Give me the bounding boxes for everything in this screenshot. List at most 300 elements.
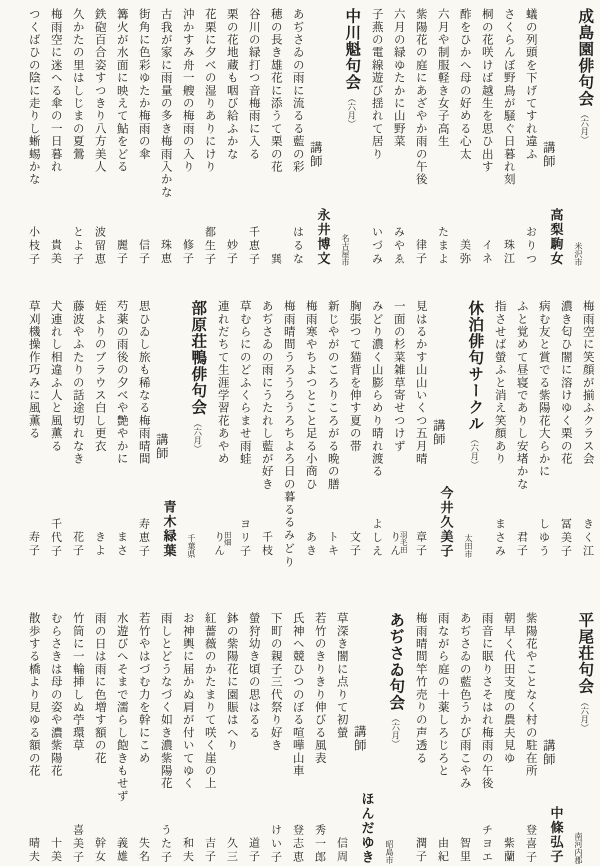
author-name <box>239 518 250 559</box>
haiku-text: 思ひゐし旅も稀なる梅雨晴間 <box>137 300 150 466</box>
haiku-column <box>66 612 88 864</box>
author-given-name: きく江 <box>581 517 594 558</box>
haiku-column <box>308 612 330 864</box>
author-name <box>72 531 83 558</box>
author-given-name: うた子 <box>159 823 172 864</box>
club-name: 部原荘鴨俳句会 <box>189 300 207 416</box>
author-name <box>261 531 272 558</box>
city-label: 名古屋市 <box>341 234 350 266</box>
haiku-column <box>132 8 154 266</box>
haiku-text: 若竹のきりきり伸びる風表 <box>313 612 326 765</box>
lecturer-label: 講師 <box>154 433 169 460</box>
haiku-column <box>110 612 132 864</box>
haiku-column <box>286 612 308 864</box>
haiku-text: 六月の緑ゆたかに山野菜 <box>392 8 405 148</box>
author-name <box>393 226 404 267</box>
author-given-name: 珠江 <box>502 239 515 266</box>
author-name <box>94 837 105 864</box>
haiku-column <box>510 300 532 558</box>
author-name <box>213 531 232 558</box>
lecturer-name: 高梨駒女 <box>548 208 564 266</box>
author-given-name: りん <box>388 531 401 558</box>
author-name <box>50 518 61 559</box>
author-given-name: まさ <box>115 531 128 558</box>
haiku-column <box>264 8 286 266</box>
haiku-text: 雨音に眠りさそはれ梅雨の午後 <box>480 612 493 790</box>
lecturer-column <box>541 612 583 866</box>
lecturer-label: 講師 <box>308 141 323 168</box>
author-name <box>28 226 39 267</box>
haiku-text: みどり濃く山膨らめり晴れ渡る <box>370 300 383 478</box>
haiku-text: 指させば螢ふと消え笑顔あり <box>493 300 506 466</box>
author-given-name: 登喜子 <box>524 823 537 864</box>
haiku-text: 花栗に夕べの湿りありにけり <box>203 8 216 174</box>
haiku-text: ふと覚めて昼寝でありし安堵かな <box>515 300 528 491</box>
haiku-text: 子燕の電線遊び揺れて居り <box>370 8 383 161</box>
haiku-column <box>497 612 519 864</box>
haiku-column <box>475 612 497 864</box>
haiku-column <box>365 8 387 266</box>
club-name-column <box>382 612 409 864</box>
author-given-name: 貴美 <box>49 239 62 266</box>
haiku-text: 久かたの里はしじまの夏鶯 <box>71 8 84 161</box>
author-name <box>415 239 426 266</box>
haiku-section <box>365 8 598 266</box>
haiku-text: 梅雨空に笑顔が揃ふクラス会 <box>581 300 594 466</box>
author-name <box>182 837 193 864</box>
author-given-name: 小枝子 <box>27 225 40 266</box>
club-name: あぢさゐ句会 <box>387 612 405 711</box>
haiku-column <box>431 612 453 864</box>
author-given-name: 喜美子 <box>71 823 84 864</box>
haiku-text: 梅雨寒やちよつとこと足る小商ひ <box>304 300 317 491</box>
month-label: （六月） <box>469 435 480 469</box>
author-given-name: 智里 <box>458 837 471 864</box>
author-name <box>481 239 492 266</box>
author-name <box>116 531 127 558</box>
haiku-text: 濃き匂ひ闇に溶けゆく栗の花 <box>559 300 572 466</box>
haiku-column <box>66 8 88 266</box>
haiku-text: 沖かすみ舟一艘の梅雨の入り <box>181 8 194 174</box>
haiku-text: 螢狩幼き頃の思はるる <box>247 612 260 739</box>
author-name <box>415 531 426 558</box>
haiku-column <box>66 300 88 558</box>
haiku-column <box>532 300 554 558</box>
author-name <box>50 837 61 864</box>
author-surname-small: 田畑 <box>223 531 233 546</box>
haiku-text: 六月や制服軽き女子高生 <box>436 8 449 148</box>
lecturer-column <box>541 8 583 268</box>
author-name <box>138 837 149 864</box>
haiku-text: 散歩する橋より見ゆる額の花 <box>27 612 40 778</box>
author-name <box>389 531 408 558</box>
author-name <box>270 824 281 865</box>
author-given-name: ヨリ子 <box>238 517 251 558</box>
haiku-column <box>431 8 453 266</box>
haiku-text: 芍薬の雨後の夕べや艶やかに <box>115 300 128 466</box>
author-given-name: 潤子 <box>414 837 427 864</box>
lecturer-column <box>431 300 473 560</box>
haiku-column <box>154 8 176 266</box>
haiku-column <box>343 300 365 558</box>
haiku-text: 見はるかす山山いくつ五月晴 <box>414 300 427 466</box>
author-name <box>116 837 127 864</box>
haiku-band <box>2 300 598 570</box>
haiku-text: 梅雨晴間うろうろうろちよろ日の暮るる <box>282 300 295 529</box>
lecturer-column <box>308 8 350 268</box>
author-name <box>204 837 215 864</box>
haiku-text: 竹筒に一輪挿しぬ苧環草 <box>71 612 84 752</box>
haiku-text: つくばひの陰に走りし蜥蜴かな <box>27 8 40 186</box>
haiku-column <box>299 300 321 558</box>
haiku-column <box>88 612 110 864</box>
author-name <box>204 226 215 267</box>
haiku-text: 街角に色彩ゆたか梅雨の傘 <box>137 8 150 161</box>
haiku-column <box>321 300 343 558</box>
author-given-name: みどり <box>282 528 295 570</box>
author-name <box>327 531 338 558</box>
haiku-column <box>22 612 44 864</box>
author-given-name: りん <box>212 531 225 558</box>
author-name <box>481 824 492 865</box>
haiku-column <box>198 8 220 266</box>
author-name <box>516 531 527 558</box>
haiku-text: 梅雨空に迷へる傘の一日暮れ <box>49 8 62 174</box>
haiku-column <box>286 8 308 266</box>
city-label: 昭島市 <box>385 840 394 864</box>
author-name <box>226 837 237 864</box>
club-name: 成島園俳句会 <box>576 8 594 107</box>
author-given-name: いづみ <box>370 225 383 266</box>
author-name <box>28 837 39 864</box>
club-name-column <box>571 612 598 864</box>
haiku-text: 犬連れし相違ふ人と風薫る <box>49 300 62 453</box>
month-label: （六月） <box>579 697 590 732</box>
author-given-name: 信子 <box>137 239 150 266</box>
lecturer-name: ほんだゆき <box>359 791 375 864</box>
month-label: （六月） <box>346 93 357 128</box>
haiku-text: 雨ながら庭の十薬しろじろと <box>436 612 449 778</box>
author-name <box>94 531 105 558</box>
author-given-name: きよ <box>93 531 106 558</box>
haiku-text: 雨の日は雨に色増す額の花 <box>93 612 106 765</box>
haiku-column <box>330 612 352 864</box>
author-name <box>248 226 259 267</box>
haiku-section <box>488 300 598 558</box>
author-name <box>72 824 83 865</box>
author-given-name: おりつ <box>524 225 537 266</box>
haiku-column <box>220 612 242 864</box>
author-given-name: しゆう <box>537 517 550 558</box>
lecturer-label: 講師 <box>541 141 556 168</box>
lecturer-name: 中條弘子 <box>548 806 564 864</box>
haiku-column <box>198 612 220 864</box>
author-name <box>525 824 536 865</box>
month-label: （六月） <box>390 714 401 748</box>
author-given-name: 都生子 <box>203 225 216 266</box>
haiku-text: さくらんぼ野鳥が騒ぐ日暮れ刻 <box>502 8 515 186</box>
city-label: 太田市 <box>464 534 473 558</box>
haiku-section <box>22 8 365 266</box>
haiku-text: 紅薔薇のかたまりて咲く崖の上 <box>203 612 216 790</box>
haiku-text: 草むらにのどふくらませ雨蛙 <box>238 300 251 466</box>
lecturer-column <box>352 612 394 866</box>
haiku-text: あぢさゐの藍色うかび雨こやみ <box>458 612 471 790</box>
haiku-column <box>453 8 475 266</box>
author-name <box>292 226 303 267</box>
haiku-text: 氏神へ競ひつのぼる喧嘩山車 <box>291 612 304 778</box>
haiku-text: 下町の親子三代祭り好き <box>269 612 282 752</box>
city-label: 米沢市 <box>574 242 583 266</box>
haiku-column <box>497 8 519 266</box>
author-name <box>182 239 193 266</box>
haiku-column <box>176 8 198 266</box>
author-given-name: 晴夫 <box>27 837 40 864</box>
haiku-column <box>22 8 44 266</box>
author-given-name: 失名 <box>137 837 150 864</box>
haiku-text: 梅雨晴間竿竹売りの声透る <box>414 612 427 765</box>
haiku-text: 水遊びへそまで濡らし飽きもせず <box>115 612 128 803</box>
lecturer-label: 講師 <box>541 739 556 766</box>
haiku-text: 病む友と賞でる紫陽花大らかに <box>537 300 550 478</box>
haiku-band <box>2 612 598 864</box>
author-name <box>459 239 470 266</box>
author-name <box>305 531 316 558</box>
author-given-name: 千恵子 <box>247 225 260 266</box>
club-name-column <box>184 300 211 558</box>
haiku-column <box>211 300 233 558</box>
author-name <box>336 837 347 864</box>
haiku-column <box>255 300 277 558</box>
author-given-name: 修子 <box>181 239 194 266</box>
author-name <box>160 239 171 266</box>
author-given-name: とよ子 <box>71 225 84 266</box>
haiku-column <box>44 8 66 266</box>
lecturer-name: 今井久美子 <box>438 485 454 558</box>
author-given-name: 麗子 <box>115 239 128 266</box>
month-label: （六月） <box>192 418 203 453</box>
haiku-column <box>44 612 66 864</box>
author-given-name: 和夫 <box>181 837 194 864</box>
author-given-name: 久三 <box>225 837 238 864</box>
haiku-column <box>132 612 154 864</box>
author-name <box>226 239 237 266</box>
city-label: 千葉県 <box>187 534 196 558</box>
haiku-section <box>22 612 409 864</box>
haiku-text: 藤波やふたりの話途切れなき <box>71 300 84 466</box>
author-name <box>50 239 61 266</box>
author-name <box>503 239 514 266</box>
author-name <box>538 518 549 559</box>
haiku-text: 姪よりのブラウス白し更衣 <box>93 300 106 453</box>
author-name <box>503 837 514 864</box>
author-name <box>582 518 593 559</box>
haiku-column <box>277 300 299 570</box>
author-given-name: 千枝 <box>260 531 273 558</box>
author-name <box>415 837 426 864</box>
lecturer-label: 講師 <box>352 724 367 752</box>
haiku-column <box>22 300 44 558</box>
author-given-name: 登志恵 <box>291 823 304 864</box>
author-given-name: 妙子 <box>225 239 238 266</box>
author-name <box>138 518 149 559</box>
haiku-band <box>2 8 598 266</box>
author-given-name: 寿恵子 <box>137 517 150 558</box>
haiku-column <box>88 8 110 266</box>
haiku-column <box>264 612 286 864</box>
haiku-column <box>387 8 409 266</box>
author-given-name: チヨエ <box>480 823 493 864</box>
haiku-column <box>132 300 154 558</box>
haiku-text: 古我が家に雨量の多き梅雨入かな <box>159 8 172 199</box>
author-name <box>371 226 382 267</box>
author-given-name: 波留恵 <box>93 225 106 266</box>
haiku-text: 新じやがのころりころがる晩の膳 <box>326 300 339 491</box>
club-name: 休泊俳句サークル <box>466 300 484 432</box>
haiku-column <box>176 612 198 864</box>
haiku-text: 草深き闇に点りて初螢 <box>335 612 348 739</box>
haiku-text: 鉢の紫陽花に園賑はへり <box>225 612 238 752</box>
author-name <box>437 226 448 267</box>
haiku-text: 草刈機操作巧みに風薫る <box>27 300 40 440</box>
haiku-column <box>409 612 431 864</box>
haiku-column <box>110 300 132 558</box>
author-given-name: 吉子 <box>203 837 216 864</box>
haiku-text: 朝早く代田支度の農夫見ゆ <box>502 612 515 765</box>
haiku-text: 穂の長き雄花に添うて栗の花 <box>269 8 282 174</box>
author-name <box>116 239 127 266</box>
author-given-name: トキ <box>326 531 339 558</box>
haiku-text: 鉄砲百合姿すつきり八方美人 <box>93 8 106 174</box>
haiku-text: お神輿に届かぬ肩が付いてゆく <box>181 612 194 790</box>
author-name <box>283 529 294 570</box>
author-given-name: 花子 <box>71 531 84 558</box>
haiku-text: 雨しとどうなづく如き濃紫陽花 <box>159 612 172 790</box>
club-name: 中川魁句会 <box>343 8 361 91</box>
haiku-text: 胸張つて猫背を伸す夏の帯 <box>348 300 361 453</box>
haiku-text: 篝火が水面に映えて鮎をどる <box>115 8 128 174</box>
haiku-column <box>488 300 510 558</box>
haiku-section <box>409 612 598 864</box>
author-name <box>138 239 149 266</box>
haiku-column <box>519 8 541 266</box>
author-surname-small: 羽毛田 <box>399 531 409 554</box>
haiku-text: 若竹やはづむ力を幹にこめ <box>137 612 150 765</box>
haiku-column <box>242 8 264 266</box>
author-given-name: 文子 <box>348 531 361 558</box>
author-given-name: 秀一郎 <box>313 823 326 864</box>
author-name <box>459 837 470 864</box>
author-given-name: 章子 <box>414 531 427 558</box>
author-given-name: 由紀 <box>436 837 449 864</box>
haiku-section <box>211 300 488 570</box>
author-given-name: 信周 <box>335 837 348 864</box>
haiku-column <box>475 8 497 266</box>
author-given-name: 君子 <box>515 531 528 558</box>
haiku-column <box>242 612 264 864</box>
lecturer-label: 講師 <box>431 418 446 446</box>
author-given-name: まさみ <box>493 517 506 558</box>
haiku-column <box>576 300 598 558</box>
city-label: 南河内郡 <box>574 832 583 864</box>
club-name-column <box>338 8 365 266</box>
author-given-name: イネ <box>480 239 493 266</box>
author-name <box>28 531 39 558</box>
club-name-column <box>571 8 598 266</box>
haiku-text: むらさきは母の姿や濃紫陽花 <box>49 612 62 778</box>
author-name <box>292 824 303 865</box>
author-name <box>437 837 448 864</box>
club-name-column <box>461 300 488 558</box>
haiku-column <box>519 612 541 864</box>
haiku-column <box>220 8 242 266</box>
author-given-name: 紫蘭 <box>502 837 515 864</box>
haiku-column <box>233 300 255 558</box>
haiku-column <box>365 300 387 558</box>
haiku-text: あぢさゐの雨に流るる藍の彩 <box>291 8 304 174</box>
author-given-name: 寿子 <box>27 531 40 558</box>
haiku-text: 谷川の緑打つ音梅雨に入る <box>247 8 260 161</box>
author-name <box>560 518 571 559</box>
author-name <box>314 824 325 865</box>
author-given-name: よしえ <box>370 517 383 558</box>
haiku-text: 蟻の列頭を下げてすれ違ふ <box>524 8 537 161</box>
haiku-text: 紫陽花やことなく村の駐在所 <box>524 612 537 778</box>
author-name <box>270 253 281 267</box>
author-given-name: 冨美子 <box>559 517 572 558</box>
lecturer-name: 青木緑葉 <box>161 500 177 558</box>
author-given-name: 義雄 <box>115 837 128 864</box>
haiku-text: あぢさゐの雨にうたれし藍が好き <box>260 300 273 491</box>
author-given-name: 道子 <box>247 837 260 864</box>
month-label: （六月） <box>579 110 590 144</box>
author-given-name: 十美 <box>49 837 62 864</box>
author-name <box>371 518 382 559</box>
haiku-text: 紫陽花の庭にあざやか雨の午後 <box>414 8 427 186</box>
haiku-column <box>110 8 132 266</box>
lecturer-column <box>154 300 196 560</box>
author-given-name: 巽 <box>269 252 282 266</box>
haiku-column <box>154 612 176 864</box>
author-given-name: みやゑ <box>392 225 405 266</box>
haiku-text: 桐の花咲けば越生を思ひ出す <box>480 8 493 174</box>
haiku-text: 酢をひかへ母の好める心太 <box>458 8 471 161</box>
author-name <box>72 226 83 267</box>
haiku-column <box>387 300 409 558</box>
lecturer-name: 永井博文 <box>315 208 331 266</box>
author-given-name: 珠恵 <box>159 239 172 266</box>
author-name <box>248 837 259 864</box>
haiku-text: 一面の杉菜雑草寄せつけず <box>392 300 405 453</box>
author-given-name: 千代子 <box>49 517 62 558</box>
author-given-name: あき <box>304 531 317 558</box>
author-given-name: はるな <box>291 225 304 266</box>
haiku-text: 栗の花地蔵も咽び給ふかな <box>225 8 238 161</box>
author-name <box>349 531 360 558</box>
haiku-column <box>409 300 431 558</box>
club-name: 平尾荘句会 <box>576 612 594 695</box>
author-name <box>160 824 171 865</box>
author-name <box>94 226 105 267</box>
author-given-name: たまよ <box>436 225 449 266</box>
haiku-column <box>44 300 66 558</box>
haiku-column <box>453 612 475 864</box>
haiku-column <box>88 300 110 558</box>
haiku-column <box>409 8 431 266</box>
author-name <box>525 226 536 267</box>
author-name <box>494 518 505 559</box>
haiku-text: 連れだちて生涯学習花あやめ <box>216 300 229 466</box>
